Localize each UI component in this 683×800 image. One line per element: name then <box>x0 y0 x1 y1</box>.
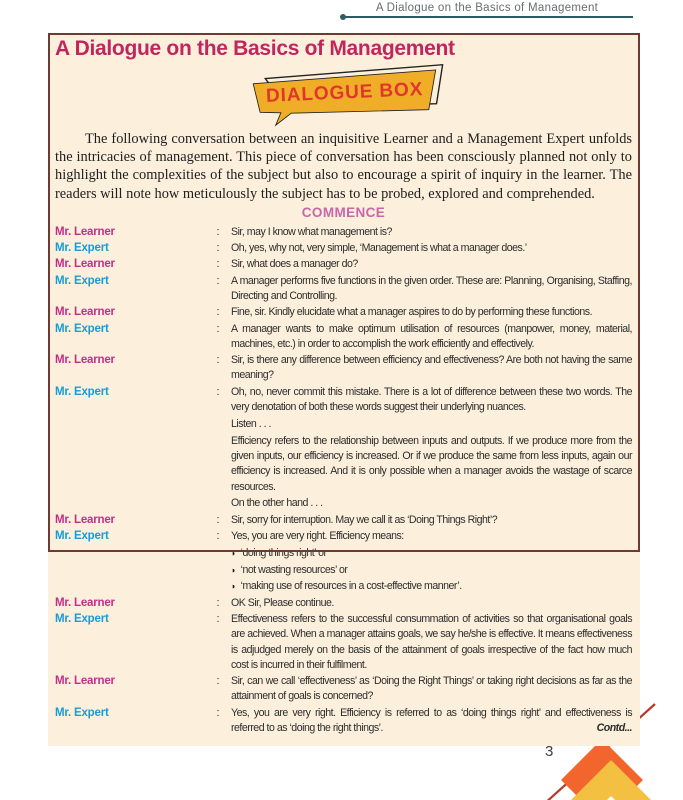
colon-separator: : <box>216 529 220 542</box>
colon-separator: : <box>216 706 220 719</box>
speaker-label: Mr. Expert <box>55 242 109 255</box>
dialogue-row <box>55 225 632 240</box>
speaker-label: Mr. Learner <box>55 675 115 688</box>
utterance-paragraph: Effectiveness refers to the successful consummation of activities so that organisational goals are achieved. When a manager attains goals, we say he/she is effective. It means effectiveness is adjudged merely on the basis of the attainment of goals irrespective of the fact how much cost is incurred in their fulfilment. <box>231 612 632 671</box>
badge-label: DIALOGUE BOX <box>265 79 424 107</box>
bullet-marker-icon: ◗ <box>231 547 236 558</box>
dialogue-row <box>55 706 632 737</box>
utterance <box>231 513 632 528</box>
utterance <box>231 353 632 384</box>
speaker-label: Mr. Learner <box>55 225 115 238</box>
utterance-paragraph: Sir, what does a manager do? <box>231 258 358 271</box>
dialogue-panel <box>48 33 640 746</box>
dialogue-row <box>55 513 632 528</box>
colon-separator: : <box>216 612 220 625</box>
speech-banner-icon <box>213 63 475 127</box>
utterance-paragraph: Oh, no, never commit this mistake. There is a lot of difference between these two words. The very denotation of both these words suggest their underlying nuances. <box>231 385 632 414</box>
rule-dot-icon <box>340 14 346 20</box>
bullet-marker-icon: ◗ <box>231 564 236 575</box>
colon-separator: : <box>216 274 220 287</box>
bullet-text: ‘making use of resources in a cost-effective manner’. <box>240 580 462 593</box>
speaker-label: Mr. Expert <box>55 322 109 335</box>
contd-label: Contd... <box>596 722 632 735</box>
utterance <box>231 385 632 512</box>
speaker-label: Mr. Expert <box>55 529 109 542</box>
running-header <box>341 2 633 18</box>
speaker-label: Mr. Expert <box>55 612 109 625</box>
dialogue-row <box>55 612 632 673</box>
dialogue-row <box>55 241 632 256</box>
utterance-paragraph: Listen . . . <box>231 417 271 430</box>
colon-separator: : <box>216 513 220 526</box>
speaker-label: Mr. Learner <box>55 596 115 609</box>
utterance <box>231 257 632 272</box>
utterance <box>231 241 632 256</box>
utterance <box>231 706 632 737</box>
page-title: A Dialogue on the Basics of Management <box>55 37 455 60</box>
colon-separator: : <box>216 322 220 335</box>
utterance-paragraph: On the other hand . . . <box>231 497 323 510</box>
utterance-paragraph: Efficiency refers to the relationship between inputs and outputs. If we produce more from the given inputs, our efficiency is increased. Or if we produce the same from less inputs, again our efficiency is increased. And it is only possible when a manager avoids the wastage of scarce resources. <box>231 434 632 493</box>
utterance-paragraph: A manager performs five functions in the given order. These are: Planning, Organising, Staffing, Directing and Controlling. <box>231 274 632 302</box>
utterance-paragraph: Fine, sir. Kindly elucidate what a manager aspires to do by performing these functions. <box>231 306 593 319</box>
utterance <box>231 274 632 305</box>
dialogue-box-badge <box>55 63 632 127</box>
speaker-label: Mr. Expert <box>55 385 109 398</box>
section-heading: COMMENCE <box>301 204 386 220</box>
utterance <box>231 225 632 240</box>
dialogue-row <box>55 274 632 305</box>
dialogue-row <box>55 305 632 320</box>
colon-separator: : <box>216 242 220 255</box>
page-number: 3 <box>545 743 554 760</box>
utterance-paragraph: Sir, is there any difference between efficiency and effectiveness? Are both not having the same meaning? <box>231 354 632 382</box>
utterance-paragraph: Oh, yes, why not, very simple, ‘Management is what a manager does.’ <box>231 242 527 255</box>
running-header-rule <box>341 16 633 18</box>
intro-paragraph: The following conversation between an inquisitive Learner and a Management Expert unfolds the intricacies of management. This piece of conversation has been consciously planned not only to highlight the complexities of the subject but also to encourage a spirit of inquiry in the learner. The readers will note how meticulously the subject has to be probed, explored and comprehended. <box>55 131 632 202</box>
utterance-paragraph: Yes, you are very right. Efficiency means: <box>231 529 404 542</box>
speaker-label: Mr. Learner <box>55 258 115 271</box>
utterance-paragraph: Yes, you are very right. Efficiency is referred to as ‘doing things right’ and effectiveness is referred to as ‘doing the right things’. <box>231 706 632 735</box>
dialogue-row <box>55 322 632 353</box>
utterance-paragraph: Sir, sorry for interruption. May we call it as ‘Doing Things Right’? <box>231 513 498 526</box>
speaker-label: Mr. Learner <box>55 513 115 526</box>
utterance <box>231 305 632 320</box>
colon-separator: : <box>216 675 220 688</box>
dialogue-row <box>55 596 632 611</box>
running-header-title: A Dialogue on the Basics of Management <box>375 2 599 14</box>
utterance <box>231 322 632 353</box>
speaker-label: Mr. Learner <box>55 306 115 319</box>
utterance <box>231 529 632 595</box>
speaker-label: Mr. Learner <box>55 354 115 367</box>
dialogue-row <box>55 257 632 272</box>
utterance <box>231 596 632 611</box>
colon-separator: : <box>216 385 220 398</box>
utterance-paragraph: Sir, can we call ‘effectiveness’ as ‘Doing the Right Things’ or taking right decisions as far as the attainment of goals is concerned? <box>231 675 632 703</box>
bullet-text: ‘not wasting resources’ or <box>240 563 348 576</box>
colon-separator: : <box>216 225 220 238</box>
dialogue-list <box>55 225 632 737</box>
utterance-paragraph: Sir, may I know what management is? <box>231 225 392 238</box>
utterance-paragraph: A manager wants to make optimum utilisation of resources (manpower, money, material, machines, etc.) in order to accomplish the work efficiently and effectively. <box>231 322 632 350</box>
colon-separator: : <box>216 354 220 367</box>
dialogue-row <box>55 529 632 595</box>
utterance <box>231 612 632 673</box>
bullet-text: ‘doing things right’ or <box>240 546 327 559</box>
dialogue-row <box>55 385 632 512</box>
colon-separator: : <box>216 258 220 271</box>
bullet-item <box>231 546 632 561</box>
utterance-paragraph: OK Sir, Please continue. <box>231 596 334 609</box>
speaker-label: Mr. Expert <box>55 274 109 287</box>
bullet-item <box>231 563 632 578</box>
dialogue-row <box>55 353 632 384</box>
utterance <box>231 674 632 705</box>
colon-separator: : <box>216 306 220 319</box>
bullet-item <box>231 579 632 594</box>
bullet-marker-icon: ◗ <box>231 581 236 592</box>
colon-separator: : <box>216 596 220 609</box>
speaker-label: Mr. Expert <box>55 706 109 719</box>
dialogue-row <box>55 674 632 705</box>
